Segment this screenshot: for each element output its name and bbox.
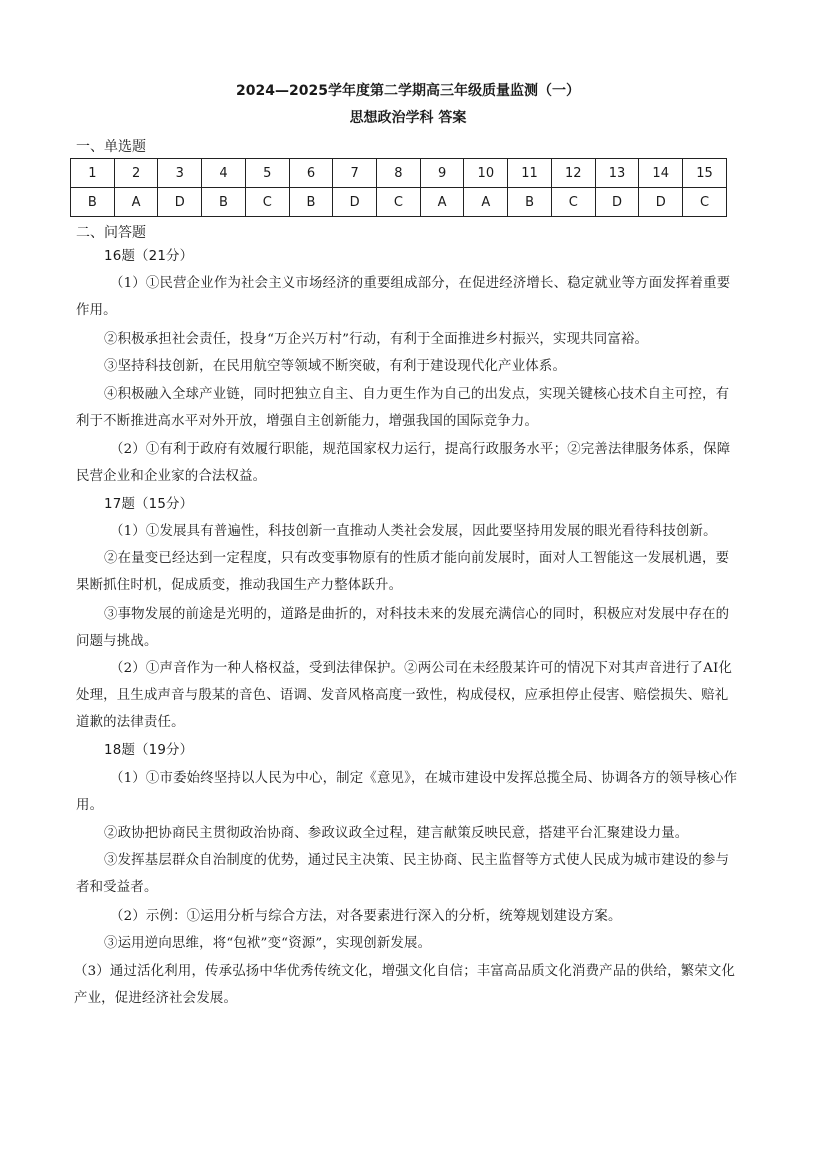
question-number-cell: 7: [333, 159, 377, 188]
q17-paragraph-4: （2）①声音作为一种人格权益，受到法律保护。②两公司在未经殷某许可的情况下对其声音进行了AI化处理，且生成声音与殷某的音色、语调、发音风格高度一致性，构成侵权，应承担停止侵害、赔偿损失、赔礼道歉的法律责任。: [76, 661, 733, 730]
q16-paragraph-5: （2）①有利于政府有效履行职能，规范国家权力运行，提高行政服务水平；②完善法律服务体系，保障民营企业和企业家的合法权益。: [76, 442, 731, 484]
q17-paragraph-2: ②在量变已经达到一定程度，只有改变事物原有的性质才能向前发展时，面对人工智能这一发展机遇，要果断抓住时机，促成质变，推动我国生产力整体跃升。: [76, 551, 730, 593]
answer-cell: D: [595, 188, 639, 217]
q18-heading: 18题（19分）: [104, 743, 194, 758]
question-number-cell: 12: [551, 159, 595, 188]
answer-cell: D: [333, 188, 377, 217]
q17-paragraph-1: （1）①发展具有普遍性，科技创新一直推动人类社会发展，因此要坚持用发展的眼光看待科技创新。: [110, 524, 717, 539]
page-subtitle: 思想政治学科 答案: [349, 110, 467, 126]
answer-cell: C: [377, 188, 421, 217]
answer-cell: B: [508, 188, 552, 217]
question-number-cell: 3: [158, 159, 202, 188]
question-number-cell: 5: [245, 159, 289, 188]
q18-paragraph-6: （3）通过活化利用，传承弘扬中华优秀传统文化，增强文化自信；丰富高品质文化消费产品的供给，繁荣文化产业，促进经济社会发展。: [74, 964, 736, 1006]
answer-table: [70, 158, 727, 217]
q17-heading: 17题（15分）: [104, 497, 194, 512]
question-number-cell: 14: [639, 159, 683, 188]
section-single-choice-heading: 一、单选题: [76, 139, 146, 155]
page-title: 2024—2025学年度第二学期高三年级质量监测（一）: [236, 83, 580, 99]
answer-cell: B: [289, 188, 333, 217]
q18-paragraph-2: ②政协把协商民主贯彻政治协商、参政议政全过程，建言献策反映民意，搭建平台汇聚建设力量。: [104, 826, 689, 841]
q16-paragraph-2: ②积极承担社会责任，投身“万企兴万村”行动，有利于全面推进乡村振兴，实现共同富裕。: [104, 332, 649, 347]
answer-cell: D: [158, 188, 202, 217]
answer-cell: B: [71, 188, 115, 217]
answer-cell: A: [114, 188, 158, 217]
section-qa-heading: 二、问答题: [76, 225, 146, 241]
q17-paragraph-3: ③事物发展的前途是光明的，道路是曲折的，对科技未来的发展充满信心的同时，积极应对发展中存在的问题与挑战。: [76, 607, 730, 649]
answer-cell: C: [245, 188, 289, 217]
question-number-cell: 2: [114, 159, 158, 188]
question-number-cell: 11: [508, 159, 552, 188]
q16-paragraph-1: （1）①民营企业作为社会主义市场经济的重要组成部分，在促进经济增长、稳定就业等方面发挥着重要作用。: [76, 276, 731, 318]
question-number-cell: 4: [202, 159, 246, 188]
question-number-cell: 9: [420, 159, 464, 188]
q18-paragraph-5: ③运用逆向思维，将“包袱”变“资源”，实现创新发展。: [104, 936, 432, 951]
answer-cell: C: [551, 188, 595, 217]
q18-paragraph-4: （2）示例：①运用分析与综合方法，对各要素进行深入的分析，统筹规划建设方案。: [110, 909, 622, 924]
question-number-cell: 8: [377, 159, 421, 188]
question-number-cell: 10: [464, 159, 508, 188]
question-number-cell: 13: [595, 159, 639, 188]
q16-heading: 16题（21分）: [104, 249, 194, 264]
question-number-cell: 15: [683, 159, 727, 188]
q18-paragraph-1: （1）①市委始终坚持以人民为中心，制定《意见》，在城市建设中发挥总揽全局、协调各方的领导核心作用。: [76, 771, 738, 813]
question-number-cell: 1: [71, 159, 115, 188]
q16-paragraph-4: ④积极融入全球产业链，同时把独立自主、自力更生作为自己的出发点，实现关键核心技术自主可控，有利于不断推进高水平对外开放，增强自主创新能力，增强我国的国际竞争力。: [76, 387, 730, 429]
q16-paragraph-3: ③坚持科技创新，在民用航空等领域不断突破，有利于建设现代化产业体系。: [104, 359, 567, 374]
answer-cell: D: [639, 188, 683, 217]
table-row-answers: [71, 188, 727, 217]
answer-cell: B: [202, 188, 246, 217]
question-number-cell: 6: [289, 159, 333, 188]
answer-cell: A: [464, 188, 508, 217]
answer-cell: A: [420, 188, 464, 217]
q18-paragraph-3: ③发挥基层群众自治制度的优势，通过民主决策、民主协商、民主监督等方式使人民成为城市建设的参与者和受益者。: [76, 853, 730, 895]
table-row-question-numbers: [71, 159, 727, 188]
answer-cell: C: [683, 188, 727, 217]
